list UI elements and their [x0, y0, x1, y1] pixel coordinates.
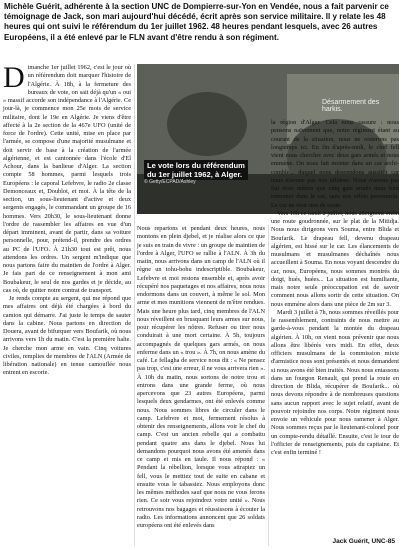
- photo-caption-line1: Le vote lors du référendum: [147, 161, 245, 170]
- paragraph: Je rends compte au sergent, qui me répond que mes affaires ont déjà été chargées à bord du camion qui démarre. J'ai juste le temps de sauter dans la cabine. Nous partons en direction de Douera, avant de bifurquer vers Boufarik, où nous arrivons vers 1h du matin. C'est la première halte. Je cherche mon arme en vain. Cinq voitures civiles, remplies de membres de l'ALN (Armée de libération nationale) en tenue camouflée nous entrent en escorte.: [3, 295, 131, 377]
- photo-caption-line2: du 1er juillet 1962, à Alger.: [147, 170, 243, 179]
- author-signature: Jack Guérit, UNC-85: [332, 538, 395, 545]
- paragraph: Nous repartons et pendant deux heures, nous montons en plein djebel, et je réalise alors ce que je suis en train de vivre : un groupe de maintien de l'ordre à Alger, l'UFO se rallie à l'ALN. À 3h du matin, nous arrivons dans un camp de l'ALN où il règne un tohu-bohu indescriptible. Boubakeur, Lefebvre et moi restons ensemble et, après avoir récupéré nos paquetages et nos affaires, nous nous endormons dans un couvert, à même le sol. Mon arme et mes munitions viennent de m'être rendues. Mais une heure plus tard, cinq membres de l'ALN nous réveillent en brusquant leurs armes sur nous, pour récupérer les nôtres. Refuser ou tirer nous conduirait à une mort certaine. À 5h, toujours accompagnés de quelques gars armés, on nous enferme dans un « trou ». À 7h, on nous amène du café. Le fellagha de service nous dit : « Ne pensez pas trop, c'est une erreur, il ne vous arrivera rien ». À 10h du matin, nous sortons de notre trou et entrons dans une grande ferme, où nous apercevons que 23 autres Européens, parmi lesquels deux gendarmes, ont été enlevés comme nous. Nous sommes libres de circuler dans le camp. Lefebvre et moi, fermement résolus à obtenir des renseignements, allons voir le chef du camp. C'est un ancien rebelle qui a combattu pendant quatre ans dans le djebel. Nous lui demandons pourquoi nous avons été amenés dans ce camp et mis en taule. Il nous répond : « Pendant la rébellion, lorsque vous attrapiez un fell, vous le mettiez tout de suite en cabane et ensuite vous le tabassiez. Nous employons donc les mêmes méthodes sauf que nous ne vous ferons rien. Ce soir vous rejoindrez votre unité ». Nous retrouvons nos bagages et réussissons à écouter la radio. Les informations annoncent que 26 soldats européens ont été enlevés dans: [137, 225, 265, 529]
- column-divider: [134, 64, 135, 546]
- drop-cap: D: [3, 61, 25, 94]
- photo-credit: © Getty/ECPAD/Ashley: [144, 179, 196, 185]
- intro-paragraph: Michèle Guérit, adhérente à la section UNC de Dompierre-sur-Yon en Vendée, nous a fait parvenir ce témoignage de Jack, son mari aujourd'hui décédé, écrit après son service militaire. Il y relate les 48 heures qui ont suivi le référendum du 1er juillet 1962. 48 heures pendant lesquels, avec 26 autres Européens, il a été enlevé par le FLN avant d'être rendu à son régiment.: [4, 2, 389, 42]
- photo-overlay-caption: Désarmement des harkis.: [322, 99, 380, 113]
- paragraph: imanche 1er juillet 1962, c'est le jour où un référendum doit marquer l'histoire de l'Algérie. À 18h, à la fermeture des bureaux de vote, on sait déjà qu'un « oui » massif accorde son indépendance à l'Algérie. Ce jour-là, je commence mon 25e mois de service militaire, dont le 19e en Algérie. Je viens d'être affecté à la 2e section de la 467e UFO (unité de force de l'ordre). Cette unité, mise en place par l'armée, se compose d'une majorité musulmane et doit servir de base à la création de l'armée algérienne, et est cantonnée dans l'école d'El Achour, dans la banlieue d'Alger. La section compte 58 hommes, parmi lesquels trois Européens : le caporal Lefebvre, le radio 2e classe Demonceaux et, Doublot, et moi. À la tête de la section, un sous-lieutenant d'active et deux sergents engagés, le commandant un groupe de 16 hommes. Vers 20h30, le sous-lieutenant donne l'ordre de rassembler les affaires en vue d'un départ imminent, avant de partir, dans sa voiture personnelle, pour, prétend-il, prendre des ordres au PC de l'UFO. À 21h30 tout est prêt, nous attendons les ordres. Un sergent m'indique que nous partons faire du maintien de l'ordre à Alger. Je fais part de ce renseignement à mon ami Boubakeur, le seul de nos gardes et je décide, au cas où, de quitter notre contrat de transport.: [3, 64, 131, 294]
- column-3: [271, 119, 399, 457]
- paragraph: la région d'Alger. Cela nous rassure : nous pensons naïvement que, notre régiment étant au courant de la situation, nous ne resterons pas longtemps ici. En fin d'après-midi, le chef fell vient nous chercher avec deux gars armés et nous emmène. On nous fait monter dans un car archi-comble... duquel nous descendons aussitôt car nous n'avons pas nos affaires. Nous n'avons pas fait trois mètres que cinq gars armés nous font remonter dans le car, sans nos effets personnels. Le car ne veut rien de route.: [271, 119, 399, 209]
- paragraph: Vers 10h ce lundi 2 juillet, nous atteignons enfin une route goudronnée, sur le plat de la Mitidja. Nous nous dirigeons vers Souma, entre Blida et Boufarik. Le drapeau fell, devenu drapeau algérien, est hissé sur le car. Les élancements de musulmans et musulmanes déchaînés nous accueillent à Souma. En nous voyant descendre du car, nous, Européens, nous sommes montrés du doigt, hués, huées... La situation est humiliante, mais notre seule préoccupation est de savoir comment nous allons sortir de cette situation. On nous emmène alors dans une pièce de 2m sur 3.: [271, 209, 399, 308]
- column-1: [3, 61, 131, 378]
- column-2: [137, 225, 265, 530]
- paragraph: Mardi 3 juillet à 7h, nous sommes réveillés pour le rassemblement, contraints de nous mettre au garde-à-vous pendant la montée du drapeau algérien. À 10h, on vient nous prévenir que nous allons être libérés vers midi. En effet, deux officiers musulmans de la commission mixte d'armistice nous sont présentés et nous demandent si nous avons été bien traités. Nous nous entassons dans un fourgon Renault, qui prend la route en direction de Blida, récupérer de Boufarik... où nous devons répondre à de nombreuses questions sans aucun rapport avec le sujet relatif, avant de pouvoir rejoindre nos corps. Notre régiment nous envoie un véhicule pour nous ramener à Alger. Nous sommes reçus par le lieutenant-colonel pour un compte-rendu détaillé. Ensuite, c'est le tour de l'officier de renseignements, puis du capitaine. Et c'est enfin terminé !: [271, 308, 399, 456]
- photo-caption: [144, 160, 248, 180]
- column-divider: [268, 225, 269, 546]
